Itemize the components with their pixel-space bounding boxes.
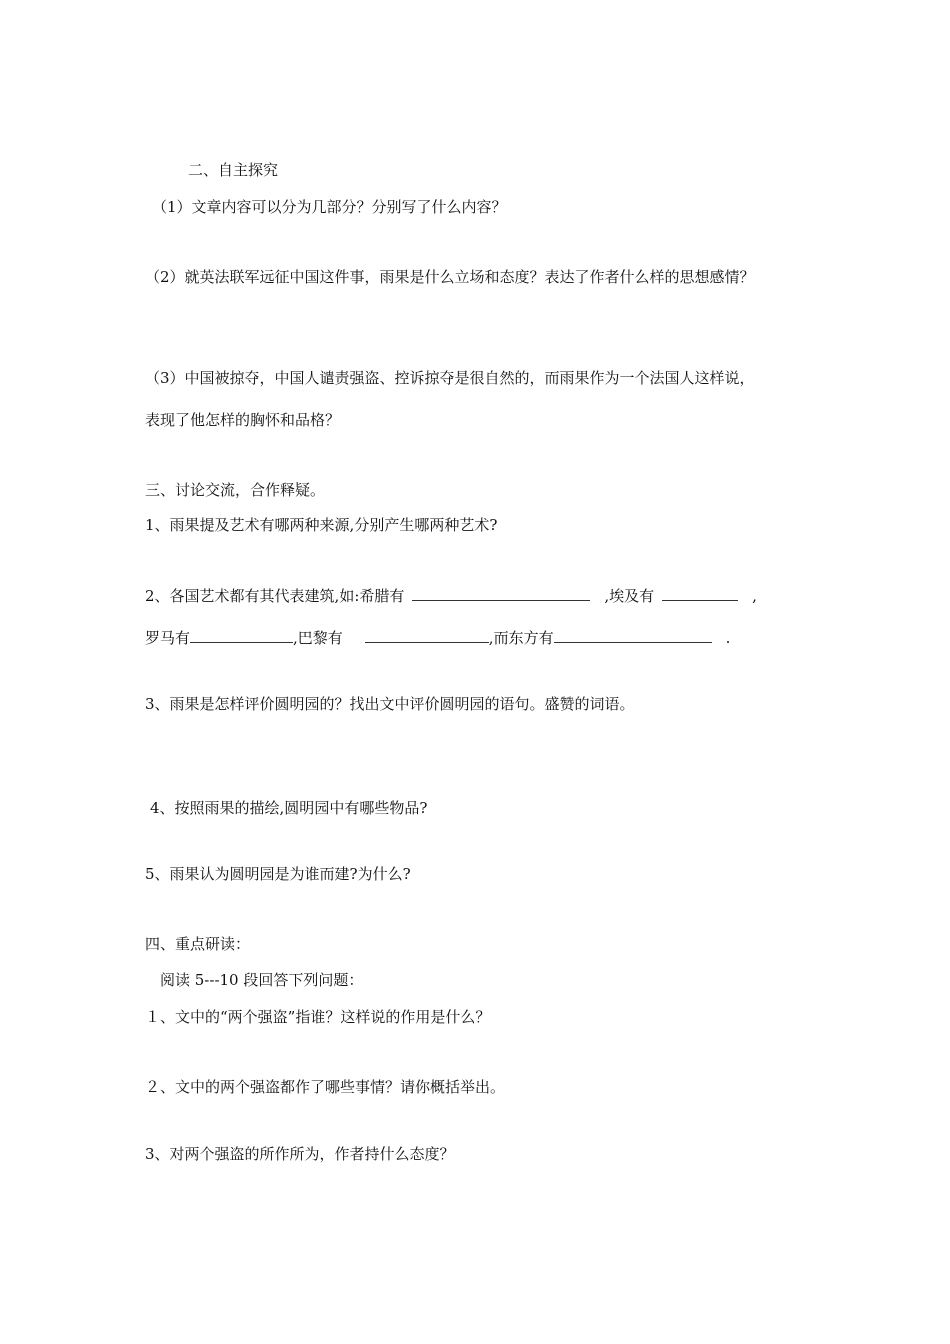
question-3-2-paris: ,巴黎有 <box>293 629 343 647</box>
question-3-2-line1 <box>145 585 757 606</box>
section-heading-2: 二、自主探究 <box>188 161 279 179</box>
question-3-2-egypt: ,埃及有 <box>604 587 655 605</box>
question-3-4: 4、按照雨果的描绘,圆明园中有哪些物品? <box>150 799 428 817</box>
section-heading-4: 四、重点研读： <box>145 935 251 953</box>
question-3-2-prefix: 2、各国艺术都有其代表建筑,如:希腊有 <box>145 587 405 605</box>
question-4-1: １、文中的“两个强盗”指谁？这样说的作用是什么？ <box>145 1008 491 1026</box>
blank-rome[interactable] <box>190 627 293 643</box>
question-3-2-east: ,而东方有 <box>488 629 554 647</box>
blank-paris[interactable] <box>365 627 489 643</box>
question-2-3-line1: （3）中国被掠夺，中国人谴责强盗、控诉掠夺是很自然的，而雨果作为一个法国人这样说， <box>145 369 755 387</box>
question-4-3: 3、对两个强盗的所作所为，作者持什么态度？ <box>145 1145 455 1163</box>
question-3-3: 3、雨果是怎样评价圆明园的？找出文中评价圆明园的语句。盛赞的词语。 <box>145 695 635 713</box>
question-2-2: （2）就英法联军远征中国这件事，雨果是什么立场和态度？表达了作者什么样的思想感情？ <box>145 268 755 286</box>
section-heading-3: 三、讨论交流，合作释疑。 <box>145 481 326 499</box>
reading-instruction: 阅读 5---10 段回答下列问题： <box>160 971 364 989</box>
question-3-2-comma: , <box>752 587 757 605</box>
question-3-5: 5、雨果认为圆明园是为谁而建?为什么? <box>145 865 411 883</box>
question-2-1: （1）文章内容可以分为几部分？分别写了什么内容？ <box>152 198 507 216</box>
blank-east[interactable] <box>554 627 712 643</box>
blank-greece[interactable] <box>412 585 590 601</box>
question-4-2: ２、文中的两个强盗都作了哪些事情？请你概括举出。 <box>145 1078 506 1096</box>
question-2-3-line2: 表现了他怎样的胸怀和品格？ <box>145 411 341 429</box>
question-3-2-end: . <box>725 629 731 647</box>
question-3-1: 1、雨果提及艺术有哪两种来源,分别产生哪两种艺术? <box>145 516 498 534</box>
question-3-2-line2 <box>145 627 730 648</box>
blank-egypt[interactable] <box>662 585 738 601</box>
question-3-2-rome: 罗马有 <box>145 629 191 647</box>
